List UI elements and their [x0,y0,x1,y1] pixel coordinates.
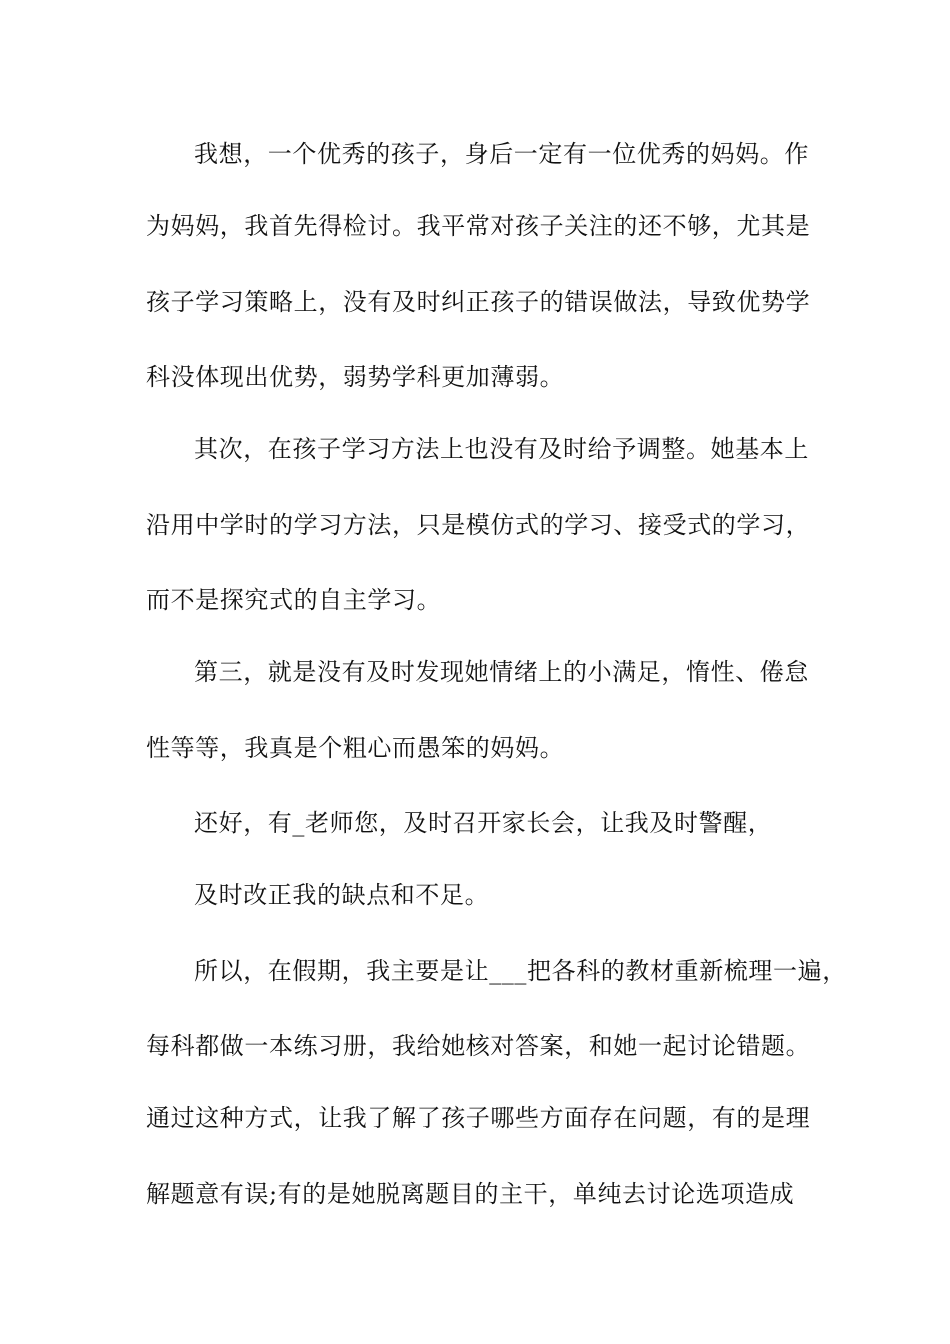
paragraph-line: 而不是探究式的自主学习。 [146,586,442,614]
paragraph-line: 解题意有误;有的是她脱离题目的主干，单纯去讨论选项造成 [146,1180,795,1208]
paragraph-line: 每科都做一本练习册，我给她核对答案，和她一起讨论错题。 [146,1032,811,1060]
paragraph-line: 为妈妈，我首先得检讨。我平常对孩子关注的还不够，尤其是 [146,212,811,240]
paragraph-line: 沿用中学时的学习方法，只是模仿式的学习、接受式的学习， [146,511,811,539]
paragraph-line: 及时改正我的缺点和不足。 [194,881,490,909]
paragraph-line: 其次，在孩子学习方法上也没有及时给予调整。她基本上 [194,435,809,463]
paragraph-line: 第三，就是没有及时发现她情绪上的小满足，惰性、倦怠 [194,658,809,686]
paragraph-line: 孩子学习策略上，没有及时纠正孩子的错误做法，导致优势学 [146,288,811,316]
paragraph-line: 科没体现出优势，弱势学科更加薄弱。 [146,363,565,391]
paragraph-line: 所以，在假期，我主要是让___把各科的教材重新梳理一遍， [194,957,847,985]
paragraph-line: 性等等，我真是个粗心而愚笨的妈妈。 [146,734,565,762]
paragraph-line: 通过这种方式，让我了解了孩子哪些方面存在问题，有的是理 [146,1104,811,1132]
paragraph-line: 我想，一个优秀的孩子，身后一定有一位优秀的妈妈。作 [194,140,809,168]
paragraph-line: 还好，有_老师您，及时召开家长会，让我及时警醒， [194,809,773,837]
